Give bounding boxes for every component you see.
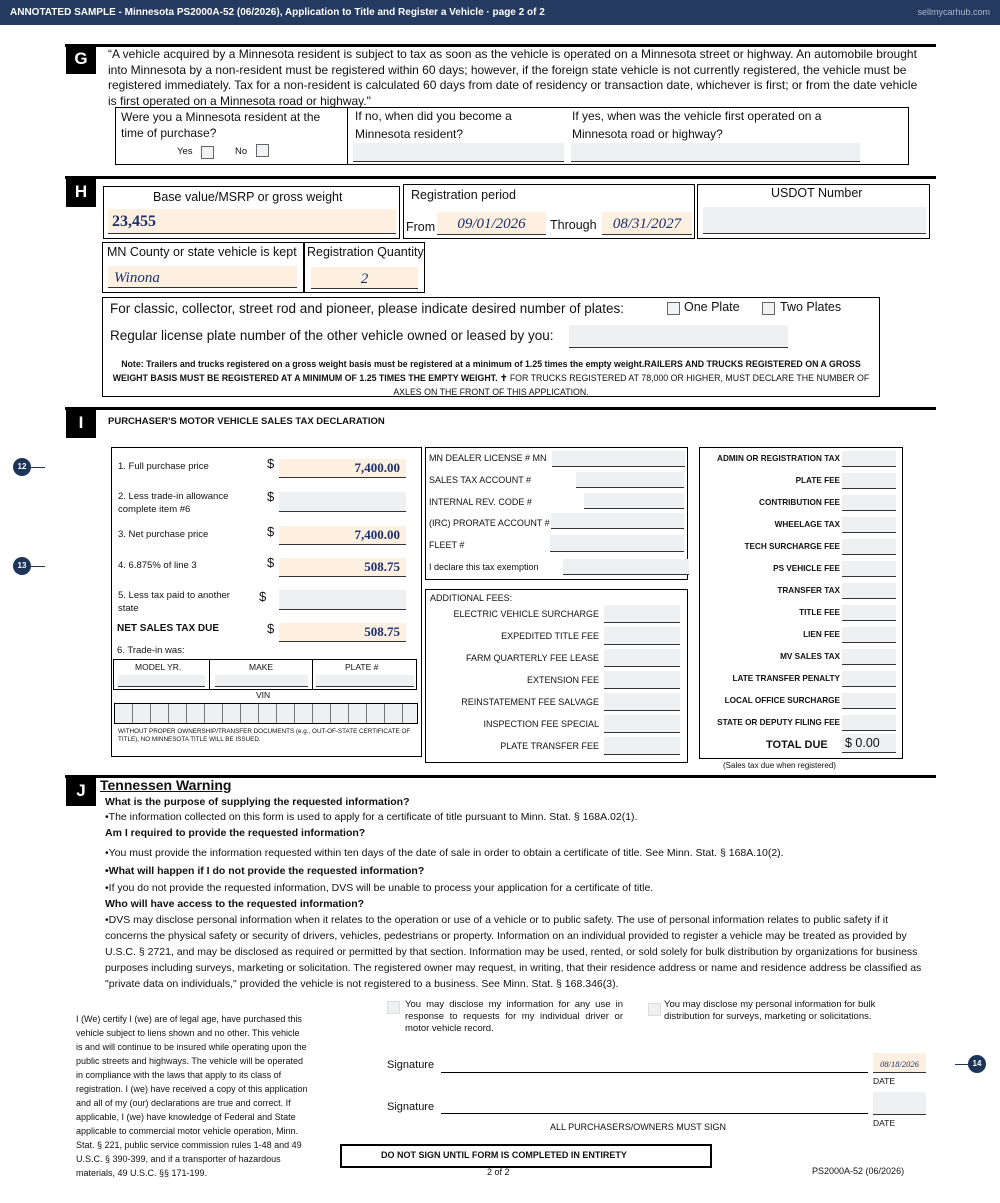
section-g-text: “A vehicle acquired by a Minnesota resident is subject to tax as soon as the vehicle is operated on a Minnesota street or highway. An automobile brought into Minnesota by a non-resident must be registered within 60 days; however, if the foreign state vehicle is not currently registered, the vehicle must be registered immediately. Tax for a non-resident is calculated 60 days from date of residency or transaction date, whichever is first; or from the date vehicle is first operated on a Minnesota road or highway." — [108, 47, 918, 108]
consequence-question: •What will happen if I do not provide the requested information? — [105, 865, 425, 877]
vin-field[interactable] — [114, 703, 418, 724]
ownership-note: WITHOUT PROPER OWNERSHIP/TRANSFER DOCUMENTS (e.g., OUT-OF-STATE CERTIFICATE OF TITLE), NO MINNESOTA TITLE WILL BE ISSUED. — [118, 728, 411, 743]
section-i-letter: I — [66, 408, 96, 438]
two-plates-checkbox[interactable] — [762, 302, 775, 315]
prorate-account-label: (IRC) PRORATE ACCOUNT # — [429, 518, 550, 528]
farm-quarterly-field[interactable] — [604, 649, 680, 667]
ps-vehicle-fee-field[interactable] — [842, 561, 896, 577]
divider — [312, 659, 313, 690]
admin-tax-field[interactable] — [842, 451, 896, 467]
yes-label: Yes — [177, 146, 193, 157]
line3-dollar: $ — [267, 524, 275, 539]
page-number: 2 of 2 — [487, 1167, 510, 1177]
net-dollar: $ — [267, 621, 275, 636]
regular-plate-field[interactable] — [569, 325, 788, 348]
line3-label: 3. Net purchase price — [118, 529, 209, 540]
tennessen-title: Tennessen Warning — [100, 777, 232, 793]
line5-sublabel: state — [118, 603, 139, 614]
title-fee-field[interactable] — [842, 605, 896, 621]
signature-line-1[interactable] — [441, 1072, 868, 1073]
wheelage-tax-label: WHEELAGE TAX — [774, 520, 840, 529]
disclose-records-checkbox[interactable] — [387, 1001, 400, 1014]
purpose-answer: •The information collected on this form is used to apply for a certificate of title pursuant to Minn. Stat. § 168A.02(1). — [105, 811, 638, 823]
make-field[interactable] — [215, 675, 308, 687]
plate-transfer-label: PLATE TRANSFER FEE — [500, 741, 599, 751]
form-id: PS2000A-52 (06/2026) — [812, 1166, 905, 1176]
sales-tax-account-label: SALES TAX ACCOUNT # — [429, 475, 532, 485]
first-operated-question: If yes, when was the vehicle first operated on a Minnesota road or highway? — [572, 109, 822, 141]
mv-sales-tax-label: MV SALES TAX — [780, 652, 840, 661]
ev-surcharge-field[interactable] — [604, 605, 680, 623]
access-question: Who will have access to the requested information? — [105, 898, 365, 910]
through-label: Through — [550, 218, 597, 232]
fleet-label: FLEET # — [429, 540, 465, 550]
net-sales-tax-label: NET SALES TAX DUE — [117, 623, 220, 634]
one-plate-checkbox[interactable] — [667, 302, 680, 315]
through-date-field[interactable]: 08/31/2027 — [602, 212, 692, 235]
disclose-bulk-text: You may disclose my personal information for bulk distribution for surveys, marketing or solicitations. — [664, 999, 876, 1022]
annotation-marker-12: 12 — [13, 458, 31, 476]
dealer-license-field[interactable] — [552, 451, 685, 467]
line4-dollar: $ — [267, 555, 275, 570]
lien-fee-label: LIEN FEE — [803, 630, 840, 639]
ev-surcharge-label: ELECTRIC VEHICLE SURCHARGE — [453, 609, 599, 619]
local-office-field[interactable] — [842, 693, 896, 709]
marker-line — [31, 467, 45, 468]
inspection-fee-field[interactable] — [604, 715, 680, 733]
section-j-letter: J — [66, 776, 96, 806]
expedited-title-field[interactable] — [604, 627, 680, 645]
annotation-marker-14: 14 — [968, 1055, 986, 1073]
tech-surcharge-label: TECH SURCHARGE FEE — [744, 542, 840, 551]
signature-label-1: Signature — [387, 1059, 435, 1071]
make-header: MAKE — [249, 662, 274, 672]
line2-sublabel: complete item #6 — [118, 504, 191, 515]
tax-amount-field[interactable]: 508.75 — [279, 558, 406, 577]
from-date-field[interactable]: 09/01/2026 — [437, 212, 546, 235]
access-answer: •DVS may disclose personal information when it relates to the operation or use of a vehicle or to public safety. The use of personal information relates to public safety if it concerns the physical safety or security of drivers, vehicles, pedestrians or property. Information on an individual provided to register a vehicle may be treated as provided by U.S.C. § 2721, and may be disclosed as required or permitted by that section. Information may be used, rented, or sold solely for bulk distribution by organizations for business purposes including surveys, marketing or solicitation. The registered owner may request, in writing, that their residence address or name and residence address be classified as "private data on individuals," provided the vehicle is not registered to a business. See Minn. Stat. § 168.346(3). — [105, 914, 922, 990]
weight-note-rest: FOR TRUCKS REGISTERED AT 78,000 OR HIGHER, MUST DECLARE THE NUMBER OF AXLES ON THE FRONT OF THIS APPLICATION. — [393, 373, 870, 397]
required-answer: •You must provide the information requested within ten days of the date of sale in order to obtain a certificate of title. See Minn. Stat. § 168A.10(2). — [105, 847, 784, 859]
sales-tax-title: PURCHASER'S MOTOR VEHICLE SALES TAX DECLARATION — [108, 416, 385, 427]
expedited-title-label: EXPEDITED TITLE FEE — [501, 631, 599, 641]
county-field[interactable]: Winona — [108, 266, 297, 288]
title-fee-label: TITLE FEE — [799, 608, 840, 617]
prorate-account-field[interactable] — [551, 513, 684, 529]
fees-list — [700, 449, 900, 739]
reinstatement-fee-label: REINSTATEMENT FEE SALVAGE — [461, 697, 599, 707]
ps-vehicle-fee-label: PS VEHICLE FEE — [773, 564, 840, 573]
net-purchase-price-field[interactable]: 7,400.00 — [279, 526, 406, 545]
base-value-field[interactable]: 23,455 — [108, 209, 396, 234]
required-question: Am I required to provide the requested information? — [105, 827, 366, 839]
do-not-sign-text: DO NOT SIGN UNTIL FORM IS COMPLETED IN ENTIRETY — [381, 1150, 627, 1160]
model-year-field[interactable] — [118, 675, 205, 687]
date-field-1[interactable]: 08/18/2026 — [873, 1053, 926, 1073]
no-label: No — [235, 146, 248, 157]
signature-label-2: Signature — [387, 1101, 435, 1113]
transfer-tax-field[interactable] — [842, 583, 896, 599]
additional-fees-list — [430, 603, 682, 761]
line5-label: 5. Less tax paid to another — [118, 590, 230, 601]
resident-when-question: If no, when did you become a Minnesota resident? — [355, 109, 512, 141]
plate-transfer-field[interactable] — [604, 737, 680, 755]
local-office-label: LOCAL OFFICE SURCHARGE — [724, 696, 840, 705]
tax-exemption-field[interactable] — [563, 559, 689, 575]
disclose-bulk-checkbox[interactable] — [648, 1003, 661, 1016]
late-transfer-field[interactable] — [842, 671, 896, 687]
base-value-label: Base value/MSRP or gross weight — [153, 190, 343, 204]
line2-label: 2. Less trade-in allowance — [118, 491, 229, 502]
tech-surcharge-field[interactable] — [842, 539, 896, 555]
tax-paid-other-state-field[interactable] — [279, 590, 406, 610]
additional-fees-label: ADDITIONAL FEES: — [430, 593, 513, 603]
admin-tax-label: ADMIN OR REGISTRATION TAX — [717, 454, 840, 463]
county-label: MN County or state vehicle is kept — [107, 245, 297, 259]
trade-in-label: 6. Trade-in was: — [117, 645, 185, 656]
inspection-fee-label: INSPECTION FEE SPECIAL — [483, 719, 599, 729]
disclose-records-text: You may disclose my information for any use in response to requests for my individual driver or motor vehicle record. — [405, 999, 623, 1034]
mv-sales-tax-field[interactable] — [842, 649, 896, 665]
contribution-fee-label: CONTRIBUTION FEE — [759, 498, 840, 507]
usdot-field[interactable] — [703, 207, 926, 234]
farm-quarterly-label: FARM QUARTERLY FEE LEASE — [465, 653, 599, 663]
two-plates-label: Two Plates — [780, 300, 842, 314]
section-h-rule — [65, 176, 936, 179]
wheelage-tax-field[interactable] — [842, 517, 896, 533]
site-name: sellmycarhub.com — [917, 7, 990, 17]
vin-header: VIN — [256, 690, 271, 700]
fleet-field[interactable] — [550, 535, 684, 552]
late-transfer-label: LATE TRANSFER PENALTY — [732, 674, 840, 683]
weight-note — [108, 357, 874, 399]
total-due-label: TOTAL DUE — [766, 739, 828, 751]
tax-exemption-label: I declare this tax exemption — [429, 562, 539, 572]
yes-checkbox[interactable] — [201, 146, 214, 159]
line1-dollar: $ — [267, 456, 275, 471]
plate-field[interactable] — [316, 675, 414, 687]
usdot-label: USDOT Number — [771, 186, 863, 200]
classic-plates-label: For classic, collector, street rod and pioneer, please indicate desired number of plates: — [110, 301, 625, 316]
filing-fee-label: STATE OR DEPUTY FILING FEE — [717, 718, 840, 727]
annotation-title: ANNOTATED SAMPLE - Minnesota PS2000A-52 (06/2026), Application to Title and Register a Vehicle · page 2 of 2 — [10, 7, 545, 18]
total-due-field[interactable]: $ 0.00 — [842, 734, 896, 753]
divider — [347, 107, 348, 165]
plate-header: PLATE # — [345, 662, 379, 672]
no-checkbox[interactable] — [256, 144, 269, 157]
sales-tax-account-field[interactable] — [576, 472, 684, 488]
marker-line — [31, 566, 45, 567]
trade-in-allowance-field[interactable] — [279, 492, 406, 512]
signature-line-2[interactable] — [441, 1113, 868, 1114]
resident-date-field[interactable] — [353, 143, 564, 162]
one-plate-label: One Plate — [684, 300, 740, 314]
annotation-header-bar — [0, 0, 1000, 25]
dealer-license-label: MN DEALER LICENSE # MN — [429, 453, 547, 463]
internal-rev-code-field[interactable] — [584, 493, 684, 509]
plate-fee-field[interactable] — [842, 473, 896, 489]
purpose-question: What is the purpose of supplying the requested information? — [105, 796, 410, 808]
annotation-marker-13: 13 — [13, 557, 31, 575]
full-purchase-price-field[interactable]: 7,400.00 — [279, 459, 406, 478]
filing-fee-field[interactable] — [842, 715, 896, 731]
certification-text: I (We) certify I (we) are of legal age, have purchased this vehicle subject to liens shown and no other. This vehicle is and will continue to be insured while operating upon the public streets and highways. The vehicle will be operated in compliance with the laws that apply to its class of registration. I (we) have received a copy of this application and all of my (our) declarations are true and correct. If applicable, I (we) have knowledge of Federal and State applicable to commercial motor vehicle operation, Minn. Stat. § 221, public service commission rules 1-48 and 49 U.S.C. § 390-399, and if a transporter of hazardous materials, 49 U.S.C. §§ 171-199. — [76, 1014, 308, 1178]
all-sign-note: ALL PURCHASERS/OWNERS MUST SIGN — [550, 1122, 727, 1132]
section-h-letter: H — [66, 177, 96, 207]
line4-label: 4. 6.875% of line 3 — [118, 560, 197, 571]
resident-question: Were you a Minnesota resident at the time of purchase? — [121, 110, 321, 140]
date-label-1: DATE — [873, 1076, 896, 1086]
from-label: From — [406, 220, 436, 234]
plate-fee-label: PLATE FEE — [795, 476, 840, 485]
section-g-letter: G — [66, 44, 96, 74]
quantity-label: Registration Quantity — [307, 245, 424, 259]
dagger-mark: ✝ — [499, 373, 508, 383]
reinstatement-fee-field[interactable] — [604, 693, 680, 711]
contribution-fee-field[interactable] — [842, 495, 896, 511]
internal-rev-code-label: INTERNAL REV. CODE # — [429, 497, 532, 507]
lien-fee-field[interactable] — [842, 627, 896, 643]
date-field-2[interactable] — [873, 1092, 926, 1115]
model-year-header: MODEL YR. — [135, 662, 182, 672]
marker-line — [955, 1064, 969, 1065]
extension-fee-label: EXTENSION FEE — [526, 675, 599, 685]
dealer-list — [429, 450, 687, 580]
net-sales-tax-field[interactable]: 508.75 — [279, 623, 406, 642]
line5-dollar: $ — [259, 589, 267, 604]
sales-tax-note: (Sales tax due when registered) — [723, 761, 836, 770]
transfer-tax-label: TRANSFER TAX — [777, 586, 840, 595]
quantity-field[interactable]: 2 — [311, 267, 418, 289]
line1-label: 1. Full purchase price — [118, 461, 209, 472]
section-i-rule — [65, 407, 936, 410]
date-label-2: DATE — [873, 1118, 896, 1128]
divider — [209, 659, 210, 690]
regular-plate-label: Regular license plate number of the other vehicle owned or leased by you: — [110, 328, 554, 343]
registration-period-label: Registration period — [411, 188, 516, 202]
extension-fee-field[interactable] — [604, 671, 680, 689]
line2-dollar: $ — [267, 489, 275, 504]
consequence-answer: •If you do not provide the requested information, DVS will be unable to process your application for a certificate of title. — [105, 882, 654, 894]
first-operated-field[interactable] — [571, 143, 860, 162]
weight-note-bold: Note: Trailers and trucks registered on a gross weight basis must be registered at a minimum of 1.25 times the empty weight.RAILERS AND TRUCKS REGISTERED ON A GROSS WEIGHT BASIS MUST BE REGISTERED AT A MINIMUM OF 1.25 TIMES THE EMPTY WEIGHT. — [112, 359, 861, 383]
